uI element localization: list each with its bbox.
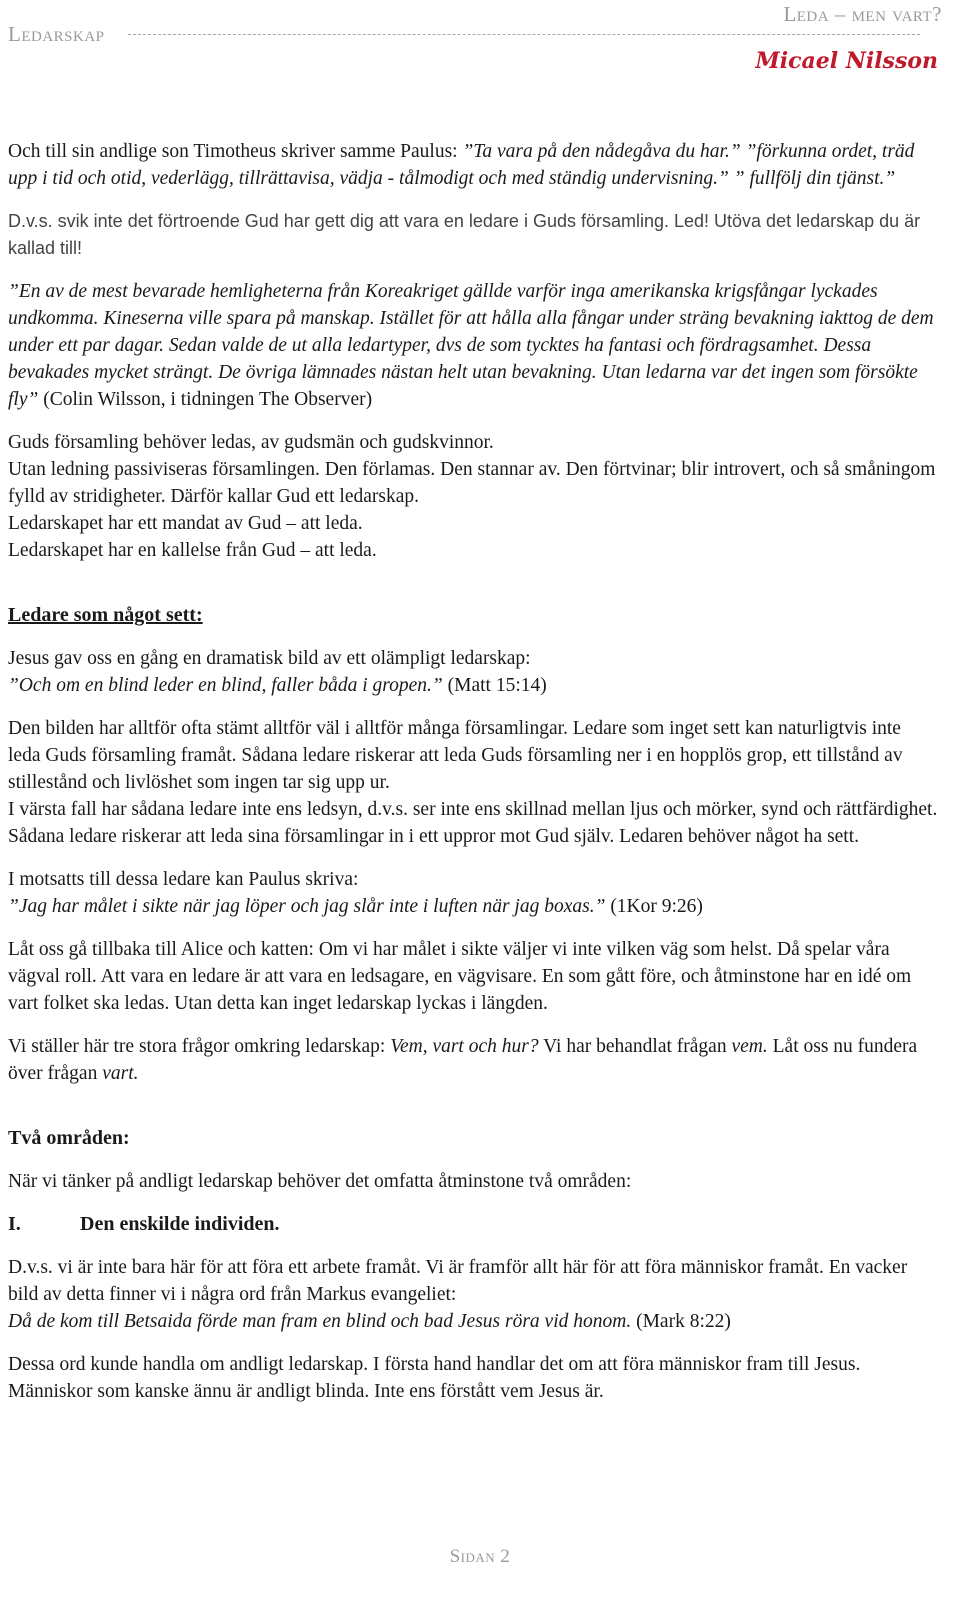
paragraph-timotheus <box>8 138 938 192</box>
paragraph-dvs: D.v.s. svik inte det förtroende Gud har gett dig att vara en ledare i Guds församling. Led! Utöva det ledarskap du är kallad till! <box>8 211 921 258</box>
numbered-heading <box>8 1211 938 1238</box>
line: Ledarskapet har en kallelse från Gud – att leda. <box>8 540 377 561</box>
line: Utan ledning passiviseras församlingen. Den förlamas. Den stannar av. Den förtvinar; blir introvert, och så småningom fylld av stridigheter. Därför kallar Gud ett ledarskap. <box>8 459 936 507</box>
header-rule <box>128 34 920 35</box>
paragraph-text: Och till sin andlige son Timotheus skriver samme Paulus: <box>8 141 463 162</box>
paragraph-text: Den bilden har alltför ofta stämt alltför väl i alltför många församlingar. Ledare som inget sett kan naturligtvis inte leda Guds församling framåt. Sådana ledare riskerar att leda Guds församling ner i en hopplös grop, ett tillstånd av stillestånd och livlöshet som ingen tar sig upp ur. <box>8 718 903 793</box>
paragraph-fragor <box>8 1033 938 1087</box>
paragraph-text: I motsatts till dessa ledare kan Paulus skriva: <box>8 869 359 890</box>
quote-text: ”En av de mest bevarade hemligheterna från Koreakriget gällde varför inga amerikanska krigsfångar lyckades undkomma. Kineserna ville spara på manskap. Istället för att hålla alla fångar under sträng bevakning iakttog de dem under ett par dagar. Sedan valde de ut alla ledartyper, dvs de som tycktes ha fantasi och fördragsamhet. Dessa bevakades mycket strängt. De övriga lämnades nästan helt utan bevakning. Utan ledarna var det ingen som försökte fly” <box>8 281 934 410</box>
paragraph-individen <box>8 1254 938 1335</box>
line: Guds församling behöver ledas, av gudsmän och gudskvinnor. <box>8 432 494 453</box>
paragraph-bilden <box>8 715 938 850</box>
paragraph-korea-quote <box>8 278 938 413</box>
paragraph-alice: Låt oss gå tillbaka till Alice och katten: Om vi har målet i sikte väljer vi inte vilken väg som helst. Då spelar våra vägval roll. Att vara en ledare är att vara en ledsagare, en vägvisare. En som gått före, och åtminstone har en idé om vart folket ska ledas. Utan detta kan inget ledarskap lyckas i längden. <box>8 939 912 1014</box>
paragraph-jesus-blind <box>8 645 938 699</box>
emphasis: vem. <box>731 1036 768 1057</box>
paragraph-text: D.v.s. vi är inte bara här för att föra ett arbete framåt. Vi är framför allt här för att föra människor framåt. En vacker bild av detta finner vi i några ord från Markus evangeliet: <box>8 1257 908 1305</box>
scripture-quote: ”Jag har målet i sikte när jag löper och jag slår inte i luften när jag boxas.” <box>8 896 606 917</box>
header-right-title: Leda – men vart? <box>777 2 942 27</box>
scripture-ref: (1Kor 9:26) <box>605 896 703 917</box>
section-heading-ledare: Ledare som något sett: <box>8 604 203 626</box>
paragraph-text: Jesus gav oss en gång en dramatisk bild av ett olämpligt ledarskap: <box>8 648 531 669</box>
list-heading-text: Den enskilde individen. <box>80 1213 280 1235</box>
scripture-ref: (Matt 15:14) <box>442 675 547 696</box>
question-text: Vem, vart och hur? <box>390 1036 539 1057</box>
scripture-quote: ”Ta vara på den nådegåva du har.” ”förkunna ordet, träd upp i tid och otid, vederlägg, tillrättavisa, vädja - tålmodigt och med ständig undervisning.” ” fullfölj din tjänst.” <box>8 141 915 189</box>
paragraph-text: Vi ställer här tre stora frågor omkring ledarskap: <box>8 1036 391 1057</box>
paragraph-text: Låt oss nu fundera över frågan <box>8 1036 918 1084</box>
emphasis: vart. <box>102 1063 139 1084</box>
list-number: I. <box>8 1213 21 1235</box>
line: Ledarskapet har ett mandat av Gud – att leda. <box>8 513 363 534</box>
scripture-quote: Då de kom till Betsaida förde man fram en blind och bad Jesus röra vid honom. <box>8 1311 632 1332</box>
quote-source: (Colin Wilsson, i tidningen The Observer) <box>38 389 373 410</box>
paragraph-text: I värsta fall har sådana ledare inte ens ledsyn, d.v.s. ser inte ens skillnad mellan ljus och mörker, synd och rättfärdighet. Sådana ledare riskerar att leda sina församlingar in i ett uppror mot Gud själv. Ledaren behöver något ha sett. <box>8 799 938 847</box>
document-body <box>8 138 938 1421</box>
header-left-title: Ledarskap <box>8 22 105 46</box>
section-heading-omraden: Två områden: <box>8 1127 130 1149</box>
author-name: Micael Nilsson <box>755 48 938 74</box>
paragraph-dessa-ord: Dessa ord kunde handla om andligt ledarskap. I första hand handlar det om att föra människor fram till Jesus. Människor som kanske ännu är andligt blinda. Inte ens förstått vem Jesus är. <box>8 1354 861 1402</box>
paragraph-omraden: När vi tänker på andligt ledarskap behöver det omfatta åtminstone två områden: <box>8 1171 632 1192</box>
scripture-quote: ”Och om en blind leder en blind, faller båda i gropen.” <box>8 675 443 696</box>
page-number: Sidan 2 <box>449 1546 511 1567</box>
paragraph-text: Vi har behandlat frågan <box>538 1036 732 1057</box>
scripture-ref: (Mark 8:22) <box>631 1311 731 1332</box>
paragraph-paulus <box>8 866 938 920</box>
paragraph-ledarskap-lines <box>8 429 938 564</box>
